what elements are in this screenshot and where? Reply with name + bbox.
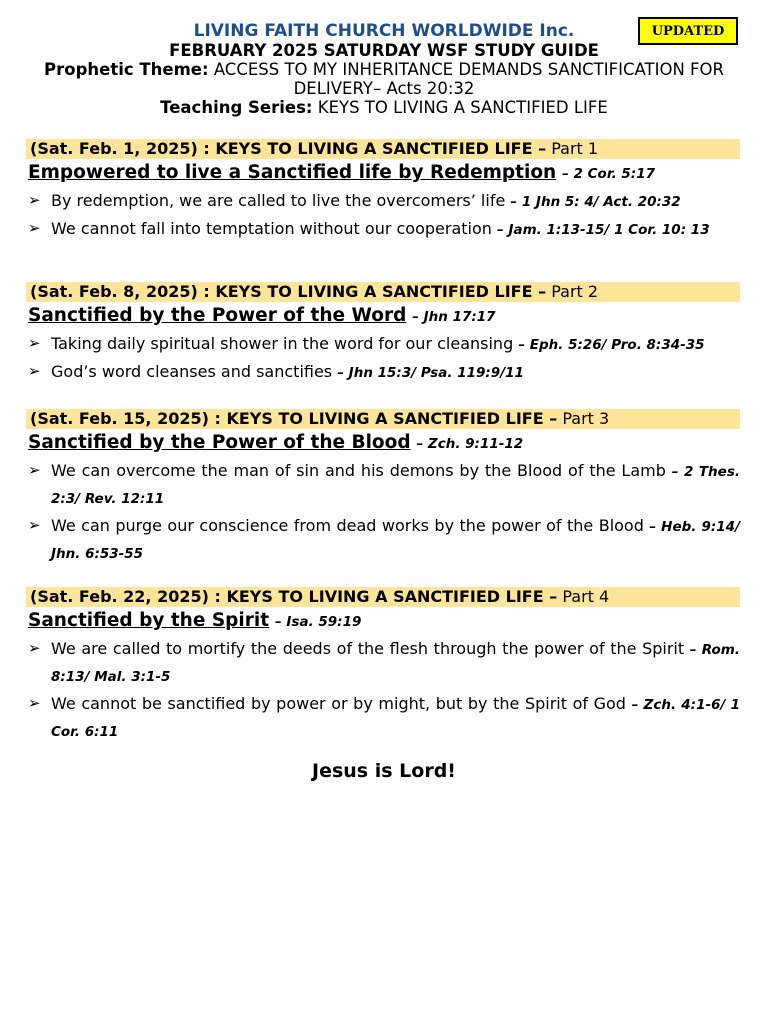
section-title-ref: – Isa. 59:19 <box>274 614 362 630</box>
guide-title: FEBRUARY 2025 SATURDAY WSF STUDY GUIDE <box>169 41 599 60</box>
arrow-bullet-icon: ➢ <box>28 516 41 534</box>
study-section-1 <box>28 139 740 244</box>
section-title <box>28 304 740 329</box>
section-title-ref: – 2 Cor. 5:17 <box>562 166 655 182</box>
section-title <box>28 609 740 634</box>
section-part: Part 3 <box>562 409 610 428</box>
arrow-bullet-icon: ➢ <box>28 362 41 380</box>
bullet-ref: – Jam. 1:13-15/ 1 Cor. 10: 13 <box>497 222 710 238</box>
section-title-text: Sanctified by the Power of the Blood <box>28 432 411 453</box>
section-date-band <box>26 282 740 302</box>
section-date-label: (Sat. Feb. 1, 2025) : KEYS TO LIVING A SANCTIFIED LIFE – <box>30 139 547 158</box>
bullet-ref: – Heb. 9:14/ Jhn. 6:53-55 <box>51 519 741 562</box>
bullet-ref: – Zch. 4:1-6/ 1 Cor. 6:11 <box>51 697 741 740</box>
section-date-label: (Sat. Feb. 22, 2025) : KEYS TO LIVING A SANCTIFIED LIFE – <box>30 587 558 606</box>
arrow-bullet-icon: ➢ <box>28 639 41 657</box>
bullet-text: We cannot fall into temptation without our cooperation <box>51 219 492 238</box>
teaching-series <box>0 98 768 117</box>
bullet-list <box>28 636 740 745</box>
bullet-ref: – Rom. 8:13/ Mal. 3:1-5 <box>51 642 740 685</box>
bullet-text: We can overcome the man of sin and his demons by the Blood of the Lamb <box>51 461 666 480</box>
list-item <box>28 636 740 690</box>
list-item <box>28 188 740 215</box>
bullet-list <box>28 458 740 567</box>
arrow-bullet-icon: ➢ <box>28 461 41 479</box>
list-item <box>28 691 740 745</box>
list-item <box>28 513 740 567</box>
arrow-bullet-icon: ➢ <box>28 334 41 352</box>
bullet-ref: – Jhn 15:3/ Psa. 119:9/11 <box>337 365 524 381</box>
study-section-2 <box>28 282 740 387</box>
bullet-ref: – 2 Thes. 2:3/ Rev. 12:11 <box>51 464 740 507</box>
section-title-ref: – Jhn 17:17 <box>412 309 496 325</box>
arrow-bullet-icon: ➢ <box>28 219 41 237</box>
section-title-ref: – Zch. 9:11-12 <box>416 436 524 452</box>
section-title <box>28 161 740 186</box>
section-date-band <box>26 139 740 159</box>
bullet-text: We cannot be sanctified by power or by might, but by the Spirit of God <box>51 694 626 713</box>
bullet-text: We can purge our conscience from dead works by the power of the Blood <box>51 516 644 535</box>
theme-text: ACCESS TO MY INHERITANCE DEMANDS SANCTIFICATION FOR DELIVERY– Acts 20:32 <box>213 60 724 98</box>
list-item <box>28 359 740 386</box>
arrow-bullet-icon: ➢ <box>28 694 41 712</box>
prophetic-theme <box>0 60 768 98</box>
list-item <box>28 458 740 512</box>
church-name: LIVING FAITH CHURCH WORLDWIDE Inc. <box>193 21 575 41</box>
updated-badge: UPDATED <box>638 17 738 45</box>
study-section-4 <box>28 587 740 746</box>
bullet-list <box>28 331 740 386</box>
bullet-list <box>28 188 740 243</box>
section-date-label: (Sat. Feb. 15, 2025) : KEYS TO LIVING A SANCTIFIED LIFE – <box>30 409 558 428</box>
section-part: Part 4 <box>562 587 610 606</box>
section-part: Part 2 <box>551 282 599 301</box>
section-title-text: Sanctified by the Power of the Word <box>28 305 407 326</box>
section-part: Part 1 <box>551 139 599 158</box>
series-text: KEYS TO LIVING A SANCTIFIED LIFE <box>317 98 608 117</box>
bullet-text: God’s word cleanses and sanctifies <box>51 362 333 381</box>
section-date-band <box>26 409 740 429</box>
bullet-text: By redemption, we are called to live the overcomers’ life <box>51 191 506 210</box>
bullet-text: We are called to mortify the deeds of the flesh through the power of the Spirit <box>51 639 685 658</box>
series-label: Teaching Series: <box>160 98 313 117</box>
bullet-text: Taking daily spiritual shower in the word for our cleansing <box>51 334 514 353</box>
list-item <box>28 331 740 358</box>
section-title <box>28 431 740 456</box>
closing-line: Jesus is Lord! <box>312 760 456 782</box>
bullet-ref: – 1 Jhn 5: 4/ Act. 20:32 <box>510 194 681 210</box>
theme-label: Prophetic Theme: <box>44 60 209 79</box>
bullet-ref: – Eph. 5:26/ Pro. 8:34-35 <box>518 337 705 353</box>
section-date-band <box>26 587 740 607</box>
arrow-bullet-icon: ➢ <box>28 191 41 209</box>
section-date-label: (Sat. Feb. 8, 2025) : KEYS TO LIVING A SANCTIFIED LIFE – <box>30 282 547 301</box>
section-title-text: Sanctified by the Spirit <box>28 610 270 631</box>
list-item <box>28 216 740 243</box>
study-section-3 <box>28 409 740 568</box>
section-title-text: Empowered to live a Sanctified life by Redemption <box>28 162 557 183</box>
